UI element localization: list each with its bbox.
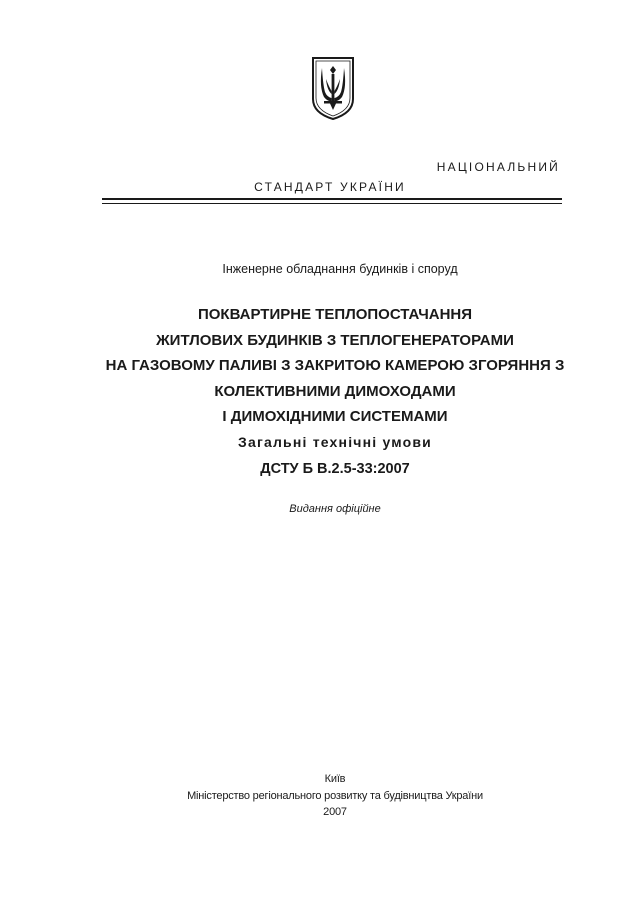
footer-publisher: Міністерство регіонального розвитку та будівництва України xyxy=(187,789,483,802)
edition-label: Видання офіційне xyxy=(289,503,381,515)
title-line: ПОКВАРТИРНЕ ТЕПЛОПОСТАЧАННЯ xyxy=(197,306,473,323)
document-subject: Інженерне обладнання будинків і споруд xyxy=(222,262,458,276)
title-line: НА ГАЗОВОМУ ПАЛИВІ З ЗАКРИТОЮ КАМЕРОЮ ЗГОРЯННЯ З xyxy=(105,357,565,374)
document-title xyxy=(0,302,638,454)
footer-city: Київ xyxy=(324,773,346,785)
title-line: КОЛЕКТИВНИМИ ДИМОХОДАМИ xyxy=(214,382,456,400)
footer-year: 2007 xyxy=(323,806,347,818)
publisher-footer xyxy=(0,771,638,821)
document-subtitle: Загальні технічні умови xyxy=(237,433,432,450)
trident-coat-of-arms-icon xyxy=(310,55,356,121)
header-divider-thin xyxy=(102,203,562,204)
national-label: НАЦІОНАЛЬНИЙ xyxy=(436,160,560,174)
title-line: ЖИТЛОВИХ БУДИНКІВ З ТЕПЛОГЕНЕРАТОРАМИ xyxy=(156,331,514,349)
title-line: І ДИМОХІДНИМИ СИСТЕМАМИ xyxy=(222,408,448,425)
header-divider-thick xyxy=(102,198,562,200)
standard-label: СТАНДАРТ УКРАЇНИ xyxy=(254,180,406,194)
document-code: ДСТУ Б В.2.5-33:2007 xyxy=(260,461,410,477)
